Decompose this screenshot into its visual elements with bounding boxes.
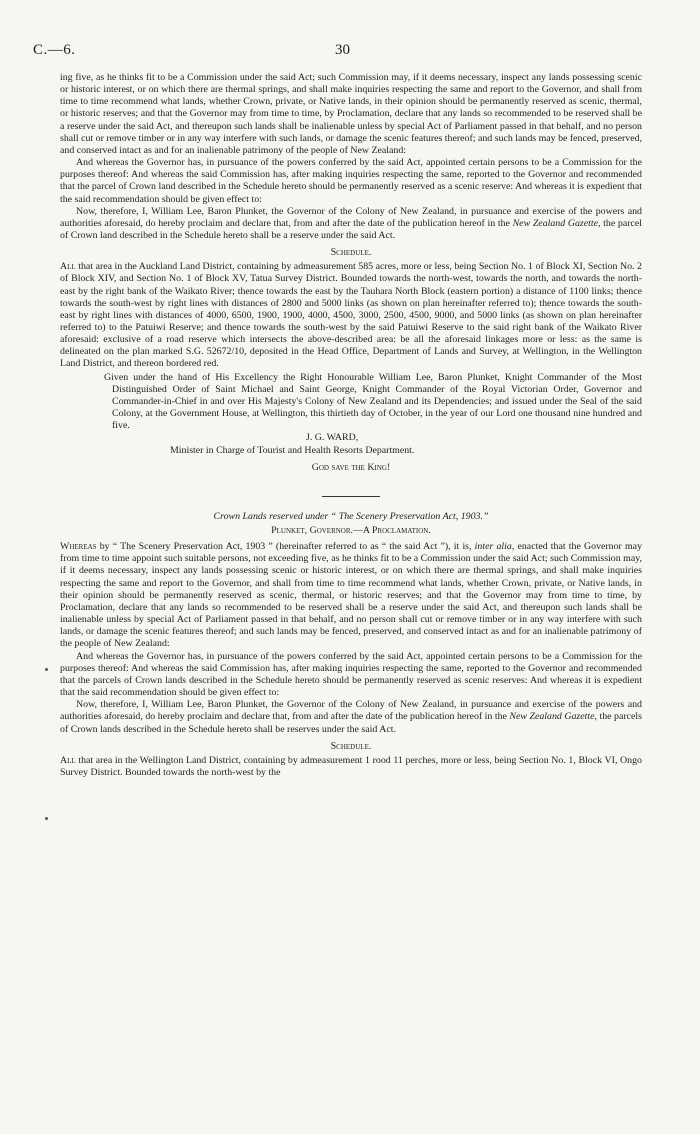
proclamation-title: Crown Lands reserved under “ The Scenery Preservation Act, 1903.” xyxy=(213,510,489,522)
paragraph-text: Now, therefore, I, William Lee, Baron Plunket, the Governor of the Colony of New Zealand, in pursuance and exercise of the powers and authorities aforesaid, do hereby proclaim and declare that, from and after the date of the publication hereof in the xyxy=(60,205,642,229)
second-proclamation-paragraph-3 xyxy=(60,699,642,735)
schedule-text: that area in the Auckland Land District, containing by admeasurement 585 acres, more or less, being Section No. 1 of Block XI, Section No. 2 of Block XIV, and Section No. 1 of Block XV, Tatua Survey District. Bounded towards the north-west, towards the north, and towards the north-east by the right bank of the Waikato River; thence towards the east by the Tauhara North Block (eastern portion) a distance of 1100 links; thence towards the south-west by right lines with distances of 2800 and 5000 links (as shown on plan hereinafter referred to); thence towards the south-east by right lines with distances of 4000, 6500, 1900, 1900, 4000, 4500, 3000, 2500, 4500, 9000, and 5000 links (as shown on plan hereinafter referred to) to the Patuiwi Reserve; and thence towards the south-west by the said Patuiwi Reserve to the said right bank of the Waikato River aforesaid: exclusive of a road reserve which intersects the above-described area: be all the aforesaid linkages more or less: as the same is delineated on the plan marked S.G. 52672/10, deposited in the Head Office, Department of Lands and Survey, at Wellington, in the Wellington Land District, and thereon bordered red. xyxy=(60,261,642,370)
page-header xyxy=(33,42,642,66)
signatory-title: Minister in Charge of Tourist and Health Resorts Department. xyxy=(170,444,415,456)
margin-dot-mark xyxy=(45,668,48,671)
second-proclamation-paragraph-1 xyxy=(60,541,642,650)
schedule-paragraph xyxy=(60,755,642,779)
page-number: 30 xyxy=(335,42,350,58)
second-proclamation-paragraph-2: And whereas the Governor has, in pursuance of the powers conferred by the said Act, appointed certain persons to be a Commission for the purposes thereof: And whereas the said Commission has, after making inquiries respecting the same, reported to the Governor and recommended that the parcels of Crown lands described in the Schedule hereto should be permanently reserved as scenic reserves: And whereas it is expedient that the said recommendation should be given effect to: xyxy=(60,650,642,699)
document-reference: C.—6. xyxy=(33,42,76,58)
proclamation-heading: Plunket, Governor.—A Proclamation. xyxy=(271,525,431,536)
schedule-lead-word: All xyxy=(60,261,76,273)
gazette-title: New Zealand Gazette xyxy=(512,217,599,229)
paragraph-text: by “ The Scenery Preservation Act, 1903 ” (hereinafter referred to as “ the said Act ”), it is, xyxy=(96,541,475,553)
schedule-heading: Schedule. xyxy=(330,740,372,752)
given-under-hand-paragraph: Given under the hand of His Excellency the Right Honourable William Lee, Baron Plunket, Knight Commander of the Most Distinguished Order of Saint Michael and Saint George, Knight Commander of the Royal Victorian Order, Governor and Commander-in-Chief in and over His Majesty's Colony of New Zealand and its Dependencies; and issued under the Seal of the said Colony, at the Government House, at Wellington, this thirtieth day of October, in the year of our Lord one thousand nine hundred and five. xyxy=(104,371,642,432)
first-proclamation-paragraph-3 xyxy=(60,206,642,242)
paragraph-text: , enacted that the Governor may from time to time appoint such suitable persons, not exceeding five, as he thinks fit to be a Commission under the said Act; such Commission may, if it deems necessary, inspect any lands possessing scenic or historic interest, or on which there are thermal springs, and shall make inquiries respecting the same and report to the Governor, and shall from time to time recommend what lands, whether Crown, private, or Native lands, in their opinion should be permanently reserved as scenic, thermal, or historic reserves; and that the Governor may from time to time, by Proclamation, declare that any lands so recommended to be reserved shall be a reserve under the said Act, and thereupon such lands shall be inalienable unless by special Act of Parliament passed in that behalf, and no person shall cut or remove timber or in any way interfere with such lands, or damage the scenic features thereof; and such lands may be fenced, preserved, and conserved intact as and for an inalienable patrimony of the people of New Zealand: xyxy=(60,541,643,650)
schedule-paragraph xyxy=(60,261,642,370)
gazette-title: New Zealand Gazette xyxy=(509,711,595,723)
margin-dot-mark xyxy=(45,817,48,820)
first-proclamation-paragraph-2: And whereas the Governor has, in pursuance of the powers conferred by the said Act, appointed certain persons to be a Commission for the purposes thereof: And whereas the said Commission has, after making inquiries respecting the same, reported to the Governor and recommended that the parcel of Crown land described in the Schedule hereto should be permanently reserved as a scenic reserve: And whereas it is expedient that the said recommendation should be given effect to: xyxy=(60,157,642,205)
schedule-heading: Schedule. xyxy=(330,247,372,259)
god-save-the-king: God save the King! xyxy=(311,461,391,473)
page-body xyxy=(60,72,642,779)
whereas-word: Whereas xyxy=(60,541,97,553)
paragraph-text: Now, therefore, I, William Lee, Baron Plunket, the Governor of the Colony of New Zealand, in pursuance and exercise of the powers and authorities aforesaid, do hereby proclaim and declare that, from and after the date of the publication hereof in the xyxy=(60,699,642,723)
paragraph-text: , the parcel of Crown land described in the Schedule hereto shall be a reserve under the said Act. xyxy=(60,217,642,242)
schedule-text: that area in the Wellington Land District, containing by admeasurement 1 rood 11 perches, more or less, being Section No. 1, Block VI, Ongo Survey District. Bounded towards the north-west by the xyxy=(60,754,642,778)
schedule-lead-word: All xyxy=(60,754,76,766)
inter-alia-text: inter alia xyxy=(474,541,512,553)
first-proclamation-paragraph-1: ing five, as he thinks fit to be a Commission under the said Act; such Commission may, if it deems necessary, inspect any lands possessing scenic or historic interest, or on which there are thermal springs, and shall make inquiries respecting the same and report to the Governor, and shall from time to time recommend what lands, whether Crown, private, or Native lands, in their opinion should be permanently reserved as scenic, thermal, or historic reserves; and that the Governor may from time to time, by Proclamation, declare that any lands so recommended to be reserved shall be a reserve under the said Act, and thereupon such lands shall be inalienable unless by special Act of Parliament passed in that behalf, and no person shall cut or remove timber or in any way interfere with such lands, or damage the scenic features thereof; and such lands may be fenced, preserved, and conserved intact as and for an inalienable patrimony of the people of New Zealand: xyxy=(60,72,642,156)
signatory-name: J. G. WARD, xyxy=(306,432,359,444)
section-divider xyxy=(322,496,380,497)
paragraph-text: , the parcels of Crown lands described in the Schedule hereto shall be reserves under the said Act. xyxy=(60,711,643,735)
